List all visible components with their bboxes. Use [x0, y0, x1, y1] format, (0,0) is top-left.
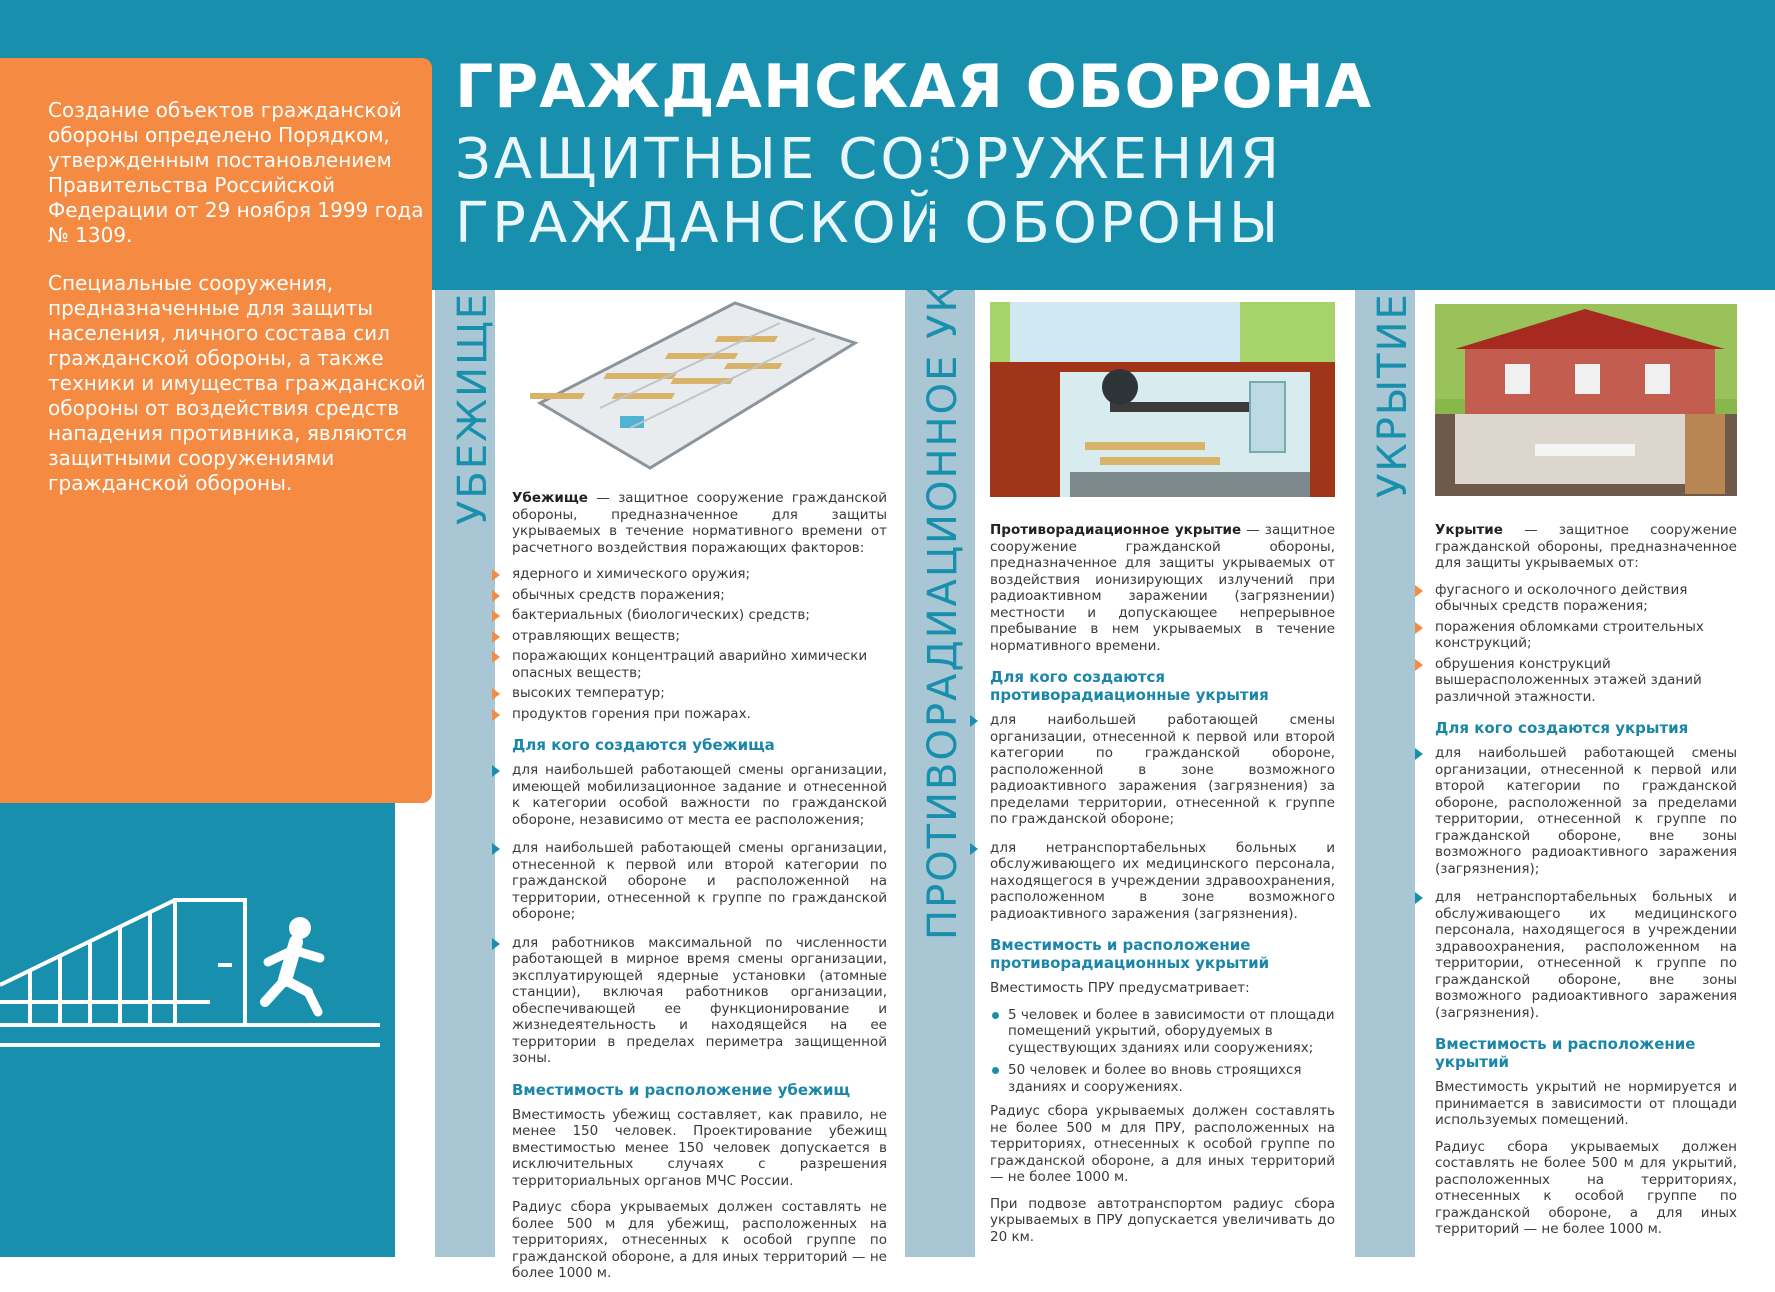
cover-capacity-heading: Вместимость и расположение укрытий — [1435, 1035, 1696, 1071]
label-cover: УКРЫТИЕ — [1370, 292, 1416, 498]
shelter-capacity-paragraph-1: Вместимость убежищ составляет, как правило, не менее 150 человек. Проектирование убежищ вместимостью менее 150 человек допускается в исключительных случаях с разрешения территориальных органов МЧС России. — [512, 1106, 887, 1189]
page-title: ГРАЖДАНСКАЯ ОБОРОНА — [455, 52, 1373, 122]
pru-column — [990, 522, 1335, 1255]
pru-for-whom-heading: Для кого создаются противорадиационные укрытия — [990, 668, 1269, 704]
page-subtitle: ЗАЩИТНЫЕ СООРУЖЕНИЯ ГРАЖДАНСКОЙ ОБОРОНЫ — [455, 127, 1283, 256]
shelter-column — [512, 490, 887, 1292]
list-item: обычных средств поражения; — [512, 587, 887, 604]
list-item: для нетранспортабельных больных и обслуживающего их медицинского персонала, находящегося в учреждении здравоохранения, расположенном в зоне возможного радиоактивного заражения (загрязнения). — [990, 839, 1335, 922]
pru-capacity-paragraph-2: Радиус сбора укрываемых должен составлять не более 500 м для ПРУ, расположенных на территориях, отнесенных к особой группе по гражданской обороне, а для иных территорий — не более 1000 м. — [990, 1103, 1335, 1185]
list-item: для наибольшей работающей смены организации, отнесенной к первой или второй категории по гражданской обороне и расположенной на территории, отнесенной к группе по гражданской обороне; — [512, 840, 887, 922]
pru-for-whom-list — [990, 712, 1335, 922]
label-shelter: УБЕЖИЩЕ — [450, 291, 496, 525]
pru-definition: Противорадиационное укрытие — защитное сооружение гражданской обороны, предназначенное для защиты укрываемых от воздействия ионизирующих излучений при радиоактивном заражении (загрязнении) местности и допускающее непрерывное пребывание в нем укрываемых в течение нормативного времени. — [990, 522, 1336, 654]
list-item: фугасного и осколочного действия обычных средств поражения; — [1435, 582, 1737, 615]
cover-for-whom-list — [1435, 745, 1737, 1021]
pru-capacity-list — [990, 1007, 1335, 1096]
intro-paragraph-2: Специальные сооружения, предназначенные для защиты населения, личного состава сил гражданской обороны, а также техники и имущества гражданской обороны от воздействия средств нападения противника, являются защитными сооружениями гражданской обороны. — [48, 271, 426, 495]
list-item: 5 человек и более в зависимости от площади помещений укрытий, оборудуемых в существующих зданиях или сооружениях; — [990, 1007, 1335, 1057]
cover-factor-list — [1435, 582, 1737, 706]
cover-capacity-paragraph-1: Вместимость укрытий не нормируется и принимается в зависимости от площади используемых помещений. — [1435, 1079, 1737, 1128]
shelter-definition: Убежище — защитное сооружение гражданской обороны, предназначенное для защиты укрываемых в течение нормативного времени от расчетного воздействия поражающих факторов: — [512, 490, 887, 556]
list-item: обрушения конструкций вышерасположенных этажей зданий различной этажности. — [1435, 656, 1737, 706]
list-item: для наибольшей работающей смены организации, отнесенной к первой или второй категории по гражданской обороне, расположенной за пределами территории, отнесенной к группе по гражданской обороне, вне зоны возможного радиоактивного заражения (загрязнения); — [1435, 745, 1737, 877]
cover-for-whom-heading: Для кого создаются укрытия — [1435, 719, 1689, 737]
shelter-floorplan-image — [530, 298, 860, 478]
list-item: для наибольшей работающей смены организации, отнесенной к первой или второй категории по гражданской обороне, расположенной в зоне возможного радиоактивного заражения (загрязнения) за пределами территории, отнесенной к группе по гражданской обороне; — [990, 712, 1335, 827]
pru-cutaway-image — [990, 302, 1335, 497]
list-item: бактериальных (биологических) средств; — [512, 607, 887, 624]
intro-panel — [0, 58, 432, 803]
pru-capacity-intro: Вместимость ПРУ предусматривает: — [990, 980, 1250, 996]
list-item: высоких температур; — [512, 685, 887, 702]
cover-definition: Укрытие — защитное сооружение гражданской обороны, предназначенное для защиты укрываемых от: — [1435, 522, 1737, 571]
list-item: отравляющих веществ; — [512, 628, 887, 645]
label-pru: ПРОТИВОРАДИАЦИОННОЕ УКРЫТИЕ — [920, 133, 966, 940]
list-item: для наибольшей работающей смены организации, имеющей мобилизационное задание и отнесенной к категории особой важности по гражданской обороне, независимо от места ее расположения; — [512, 762, 887, 828]
list-item: поражающих концентраций аварийно химически опасных веществ; — [512, 648, 887, 681]
list-item: поражения обломками строительных конструкций; — [1435, 619, 1737, 652]
list-item: продуктов горения при пожарах. — [512, 706, 887, 723]
shelter-for-whom-list — [512, 762, 887, 1067]
shelter-capacity-paragraph-2: Радиус сбора укрываемых должен составлять не более 500 м для убежищ, расположенных на территориях, отнесенных к особой группе по гражданской обороне, а для иных территорий — не более 1000 м. — [512, 1199, 887, 1281]
intro-paragraph-1: Создание объектов гражданской обороны определено Порядком, утвержденным постановлением Правительства Российской Федерации от 29 ноября 1999 года № 1309. — [48, 98, 424, 247]
shelter-factor-list — [512, 566, 887, 722]
pru-capacity-heading: Вместимость и расположение противорадиационных укрытий — [990, 936, 1270, 972]
cover-column — [1435, 522, 1737, 1248]
list-item: для работников максимальной по численности работающей в мирное время смены организации, эксплуатирующей ядерные установки (атомные станции), включая работников организации, обеспечивающей ее функционирование и жизнедеятельность и находящейся на ее территории в пределах периметра защищенной зоны. — [512, 934, 887, 1066]
list-item: для нетранспортабельных больных и обслуживающего их медицинского персонала, находящегося в учреждении здравоохранения, расположенном на территории, отнесенной к группе по гражданской обороне, вне зоны возможного радиоактивного заражения (загрязнения). — [1435, 889, 1737, 1021]
cover-house-image — [1435, 304, 1737, 496]
shelter-for-whom-heading: Для кого создаются убежища — [512, 736, 775, 754]
pru-capacity-paragraph-3: При подвозе автотранспортом радиус сбора укрываемых в ПРУ допускается увеличивать до 20 км. — [990, 1195, 1335, 1245]
shelter-capacity-heading: Вместимость и расположение убежищ — [512, 1080, 851, 1099]
cover-capacity-paragraph-2: Радиус сбора укрываемых должен составлять не более 500 м для укрытий, расположенных на территориях, отнесенных к особой группе по гражданской обороне, а для иных территорий — не более 1000 м. — [1435, 1138, 1737, 1237]
list-item: 50 человек и более во вновь строящихся зданиях и сооружениях. — [990, 1062, 1335, 1095]
list-item: ядерного и химического оружия; — [512, 566, 887, 583]
